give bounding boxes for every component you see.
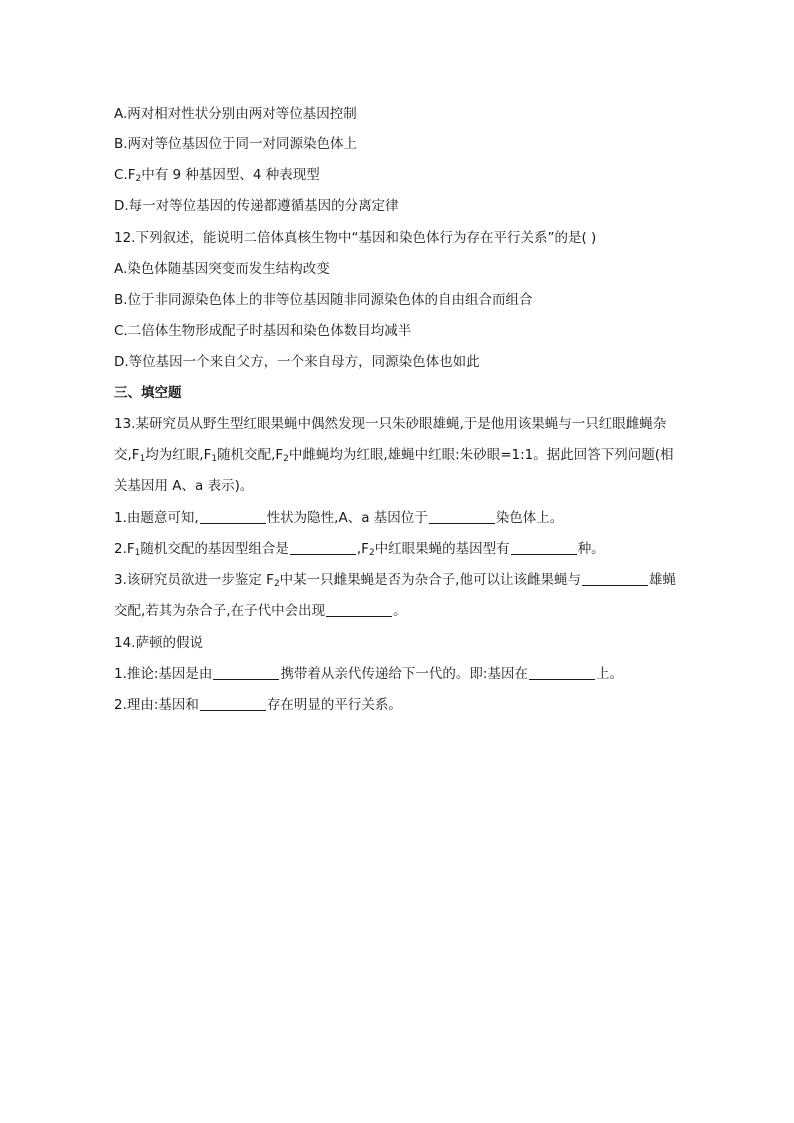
blank-q13-6[interactable] bbox=[326, 602, 392, 617]
q14-sub2: 2.理由:基因和 存在明显的平行关系。 bbox=[114, 697, 402, 713]
q13-sub2: $2.F_1$随机交配的基因型组合是 $,F_2$中红眼果蝇的基因型有 种。 bbox=[114, 541, 605, 558]
q13-stem: 13.某研究员从野生型红眼果蝇中偶然发现一只朱砂眼雄蝇,于是他用该果蝇与一只红眼雌蝇杂交$,F_1$均为红眼$,F_1$随机交配$,F_2$中雌蝇均为红眼,雄蝇中红眼:朱砂眼=1:1。据此回答下列问题(相关基因用 A、a 表示)。 bbox=[114, 416, 674, 494]
blank-q14-2[interactable] bbox=[529, 665, 595, 680]
q14-sub1: 1.推论:基因是由 携带着从亲代传递给下一代的。即:基因在 上。 bbox=[114, 666, 623, 682]
q12-option-a: A.染色体随基因突变而发生结构改变 bbox=[114, 261, 330, 277]
blank-q13-4[interactable] bbox=[511, 540, 577, 555]
q12-option-d: D.等位基因一个来自父方，一个来自母方，同源染色体也如此 bbox=[114, 354, 480, 370]
q13-sub3: 3.该研究员欲进一步鉴定 $F_2$中某一只雌果蝇是否为杂合子,他可以让该雌果蝇与 雄蝇交配,若其为杂合子,在子代中会出现 。 bbox=[114, 572, 676, 619]
q12-option-b: B.位于非同源染色体上的非等位基因随非同源染色体的自由组合而组合 bbox=[114, 292, 533, 308]
blank-q13-2[interactable] bbox=[429, 509, 495, 524]
q14-stem: 14.萨顿的假说 bbox=[114, 635, 203, 651]
blank-q14-1[interactable] bbox=[213, 665, 279, 680]
blank-q13-5[interactable] bbox=[582, 571, 648, 586]
blank-q13-1[interactable] bbox=[200, 509, 266, 524]
q11-option-d: D.每一对等位基因的传递都遵循基因的分离定律 bbox=[114, 198, 399, 214]
q13-sub1: 1.由题意可知, 性状为隐性,A、a 基因位于 染色体上。 bbox=[114, 510, 564, 526]
q11-option-c: $C.F_2$中有 9 种基因型、4 种表现型 bbox=[114, 167, 320, 184]
q11-option-a: A.两对相对性状分别由两对等位基因控制 bbox=[114, 106, 357, 122]
q12-stem: 12.下列叙述，能说明二倍体真核生物中“基因和染色体行为存在平行关系”的是( ) bbox=[114, 230, 597, 246]
q12-option-c: C.二倍体生物形成配子时基因和染色体数目均减半 bbox=[114, 323, 412, 339]
q11-option-b: B.两对等位基因位于同一对同源染色体上 bbox=[114, 136, 358, 152]
section-heading: 三、填空题 bbox=[114, 385, 182, 401]
blank-q13-3[interactable] bbox=[290, 540, 356, 555]
blank-q14-3[interactable] bbox=[200, 696, 266, 711]
